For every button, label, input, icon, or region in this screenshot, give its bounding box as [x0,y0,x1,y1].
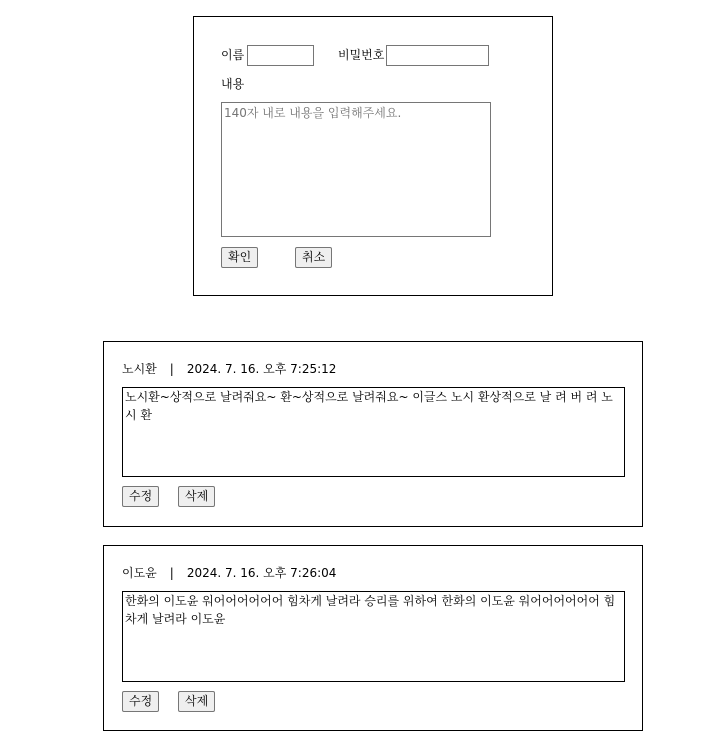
post-author: 노시환 [122,362,157,376]
post-meta [122,566,336,580]
write-form [193,16,553,296]
post-content: 노시환~상적으로 날려줘요~ 환~상적으로 날려줘요~ 이글스 노시 환상적으로 날 려 버 려 노 시 환 [122,387,625,477]
meta-separator: | [169,566,174,580]
post-author: 이도윤 [122,566,157,580]
meta-separator: | [169,362,174,376]
post-card [103,545,643,731]
delete-button[interactable]: 삭제 [178,691,215,712]
content-label: 내용 [221,77,245,91]
edit-button[interactable]: 수정 [122,486,159,507]
post-timestamp: 2024. 7. 16. 오후 7:25:12 [186,362,337,376]
post-card [103,341,643,527]
post-timestamp: 2024. 7. 16. 오후 7:26:04 [186,566,337,580]
name-input[interactable] [247,45,314,66]
content-textarea[interactable] [221,102,491,237]
post-meta [122,362,336,376]
post-content: 한화의 이도윤 워어어어어어어 힘차게 날려라 승리를 위하여 한화의 이도윤 워어어어어어어 힘차게 날려라 이도윤 [122,591,625,682]
confirm-button[interactable]: 확인 [221,247,258,268]
cancel-button[interactable]: 취소 [295,247,332,268]
delete-button[interactable]: 삭제 [178,486,215,507]
password-label: 비밀번호 [338,48,385,62]
password-input[interactable] [386,45,489,66]
edit-button[interactable]: 수정 [122,691,159,712]
name-label: 이름 [221,48,245,62]
